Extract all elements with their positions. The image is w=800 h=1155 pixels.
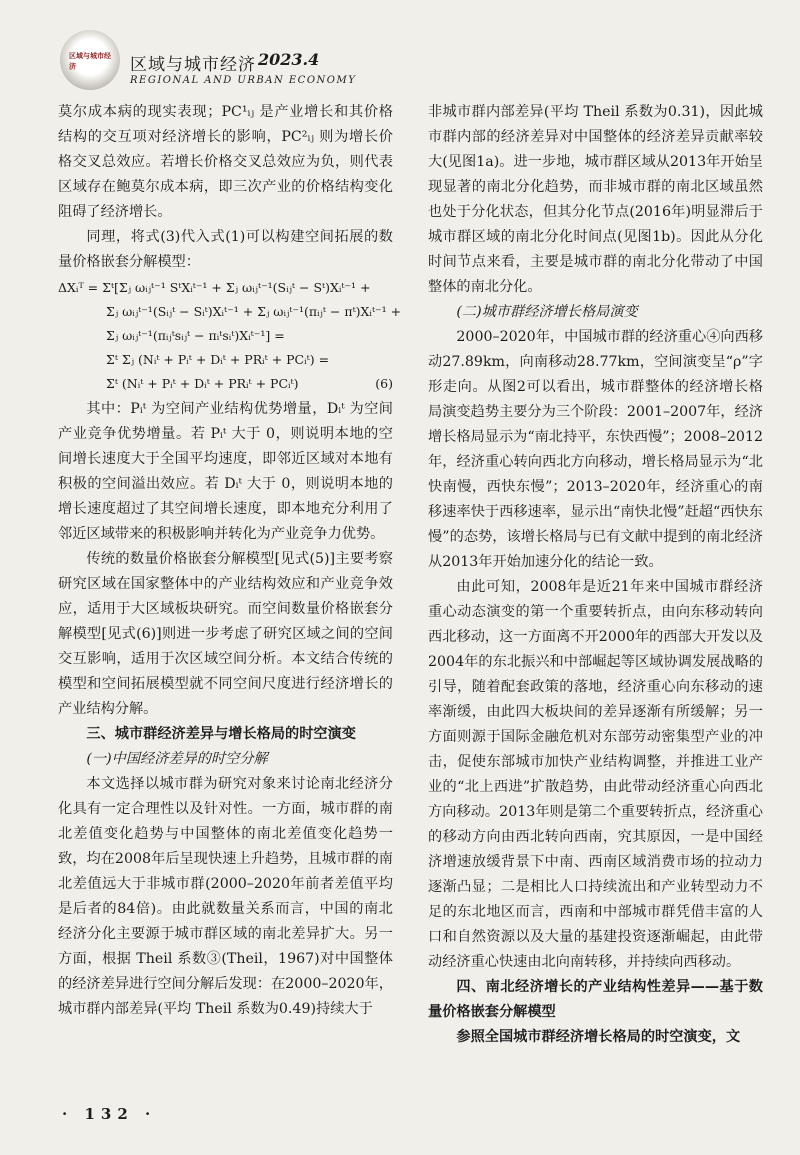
logo-text: 区域与城市经济 — [69, 52, 111, 71]
section-heading: 四、南北经济增长的产业结构性差异——基于数量价格嵌套分解模型 — [428, 979, 763, 1020]
formula-line: ΔXᵢᵀ = Σᵗ[Σⱼ ωᵢⱼᵗ⁻¹ SᵗXᵢᵗ⁻¹ + Σⱼ ωᵢⱼᵗ⁻¹(Sᵢⱼᵗ − Sᵗ)Xᵢᵗ⁻¹ + — [58, 280, 371, 295]
page-header — [60, 30, 740, 90]
formula-text: Σᵗ (Nᵢᵗ + Pᵢᵗ + Dᵢᵗ + PRᵢᵗ + PCᵢᵗ) — [106, 376, 299, 391]
formula-line: Σᵗ Σⱼ (Nᵢᵗ + Pᵢᵗ + Dᵢᵗ + PRᵢᵗ + PCᵢᵗ) = — [106, 352, 330, 367]
paragraph: 2000–2020年，中国城市群的经济重心④向西移动27.89km，向南移动28.77km，空间演变呈“ρ”字形走向。从图2可以看出，城市群整体的经济增长格局演变趋势主要分为三个阶段：2001–2007年，经济增长格局显示为“南北持平，东快西慢”；2008–2012年，经济重心转向西北方向移动，增长格局显示为“北快南慢，西快东慢”；2013–2020年，经济重心的南移速率快于西移速率，显示出“南快北慢”赶超“西快东慢”的态势，该增长格局与已有文献中提到的南北经济从2013年开始加速分化的结论一致。 — [428, 329, 764, 570]
right-column — [428, 100, 763, 1050]
formula-line: Σⱼ ωᵢⱼᵗ⁻¹(Sᵢⱼᵗ − Sᵢᵗ)Xᵢᵗ⁻¹ + Σⱼ ωᵢⱼᵗ⁻¹(πᵢⱼᵗ − πᵗ)Xᵢᵗ⁻¹ + — [106, 304, 402, 319]
page-number: · 132 · — [62, 1105, 157, 1123]
paragraph: 由此可知，2008年是近21年来中国城市群经济重心动态演变的第一个重要转折点，由向东移动转向西北移动，这一方面离不开2000年的西部大开发以及2004年的东北振兴和中部崛起等区域协调发展战略的引导，随着配套政策的落地，经济重心向东移动的速率渐缓，由此四大板块间的差异逐渐有所缓解；另一方面则源于国际金融危机对东部劳动密集型产业的冲击，促使东部城市加快产业结构调整，并推进工业产业的“北上西进”扩散趋势，由此带动经济重心向西北方向移动。2013年则是第二个重要转折点，经济重心的移动方向由西北转向西南，究其原因，一是中国经济增速放缓背景下中南、西南区域消费市场的拉动力逐渐凸显；二是相比人口持续流出和产业转型动力不足的东北地区而言，西南和中部城市群凭借丰富的人口和自然资源以及大量的基建投资逐渐崛起，由此带动经济重心快速由北向南转移，并持续向西移动。 — [428, 579, 763, 970]
subsection-heading: (二)城市群经济增长格局演变 — [456, 304, 638, 320]
paragraph: 同理，将式(3)代入式(1)可以构建空间拓展的数量价格嵌套分解模型： — [58, 229, 393, 270]
formula-line: Σⱼ ωᵢⱼᵗ⁻¹(πᵢⱼᵗsᵢⱼᵗ − πᵢᵗsᵢᵗ)Xᵢᵗ⁻¹] = — [106, 328, 285, 343]
journal-title-cn: 区域与城市经济 — [130, 55, 256, 75]
formula-line — [106, 373, 393, 395]
subsection-heading: (一)中国经济差异的时空分解 — [86, 751, 268, 767]
paragraph: 莫尔成本病的现实表现；PC¹ᵢⱼ 是产业增长和其价格结构的交互项对经济增长的影响，PC²ᵢⱼ 则为增长价格交叉总效应。若增长价格交叉总效应为负，则代表区域存在鲍莫尔成本病，即三次产业的价格结构变化阻碍了经济增长。 — [58, 104, 393, 220]
paragraph: 非城市群内部差异(平均 Theil 系数为0.31)，因此城市群内部的经济差异对中国整体的经济差异贡献率较大(见图1a)。进一步地，城市群区域从2013年开始呈现显著的南北分化趋势，而非城市群的南北区域虽然也处于分化状态，但其分化节点(2016年)明显滞后于城市群区域的南北分化时间点(见图1b)。因此从分化时间节点来看，主要是城市群的南北分化带动了中国整体的南北分化。 — [428, 104, 763, 295]
paragraph: 其中：Pᵢᵗ 为空间产业结构优势增量，Dᵢᵗ 为空间产业竞争优势增量。若 Pᵢᵗ 大于 0，则说明本地的空间增长速度大于全国平均速度，即邻近区域对本地有积极的空间溢出效应。若 Dᵢᵗ 大于 0，则说明本地的增长速度超过了其空间增长速度，即本地充分利用了邻近区域带来的积极影响并转化为产业竞争力优势。 — [58, 401, 393, 542]
paragraph: 本文选择以城市群为研究对象来讨论南北经济分化具有一定合理性以及针对性。一方面，城市群的南北差值变化趋势与中国整体的南北差值变化趋势一致，均在2008年后呈现快速上升趋势，且城市群的南北差值远大于非城市群(2000–2020年前者差值平均是后者的84倍)。由此就数量关系而言，中国的南北经济分化主要源于城市群区域的南北差异扩大。另一方面，根据 Theil 系数③(Theil，1967)对中国整体的经济差异进行空间分解后发现：在2000–2020年，城市群内部差异(平均 Theil 系数为0.49)持续大于 — [58, 776, 393, 1017]
paragraph: 传统的数量价格嵌套分解模型[见式(5)]主要考察研究区域在国家整体中的产业结构效应和产业竞争效应，适用于大区域板块研究。而空间数量价格嵌套分解模型[见式(6)]则进一步考虑了研究区域之间的空间交互影响，适用于次区域空间分析。本文结合传统的模型和空间拓展模型就不同空间尺度进行经济增长的产业结构分解。 — [58, 551, 393, 717]
issue-number: 2023.4 — [258, 50, 320, 69]
section-heading: 三、城市群经济差异与增长格局的时空演变 — [86, 726, 356, 742]
journal-title-en: REGIONAL AND URBAN ECONOMY — [130, 75, 357, 86]
journal-logo — [60, 30, 120, 90]
equation-number: (6) — [375, 376, 393, 391]
paragraph: 参照全国城市群经济增长格局的时空演变，文 — [456, 1029, 741, 1045]
left-column — [58, 100, 402, 1022]
